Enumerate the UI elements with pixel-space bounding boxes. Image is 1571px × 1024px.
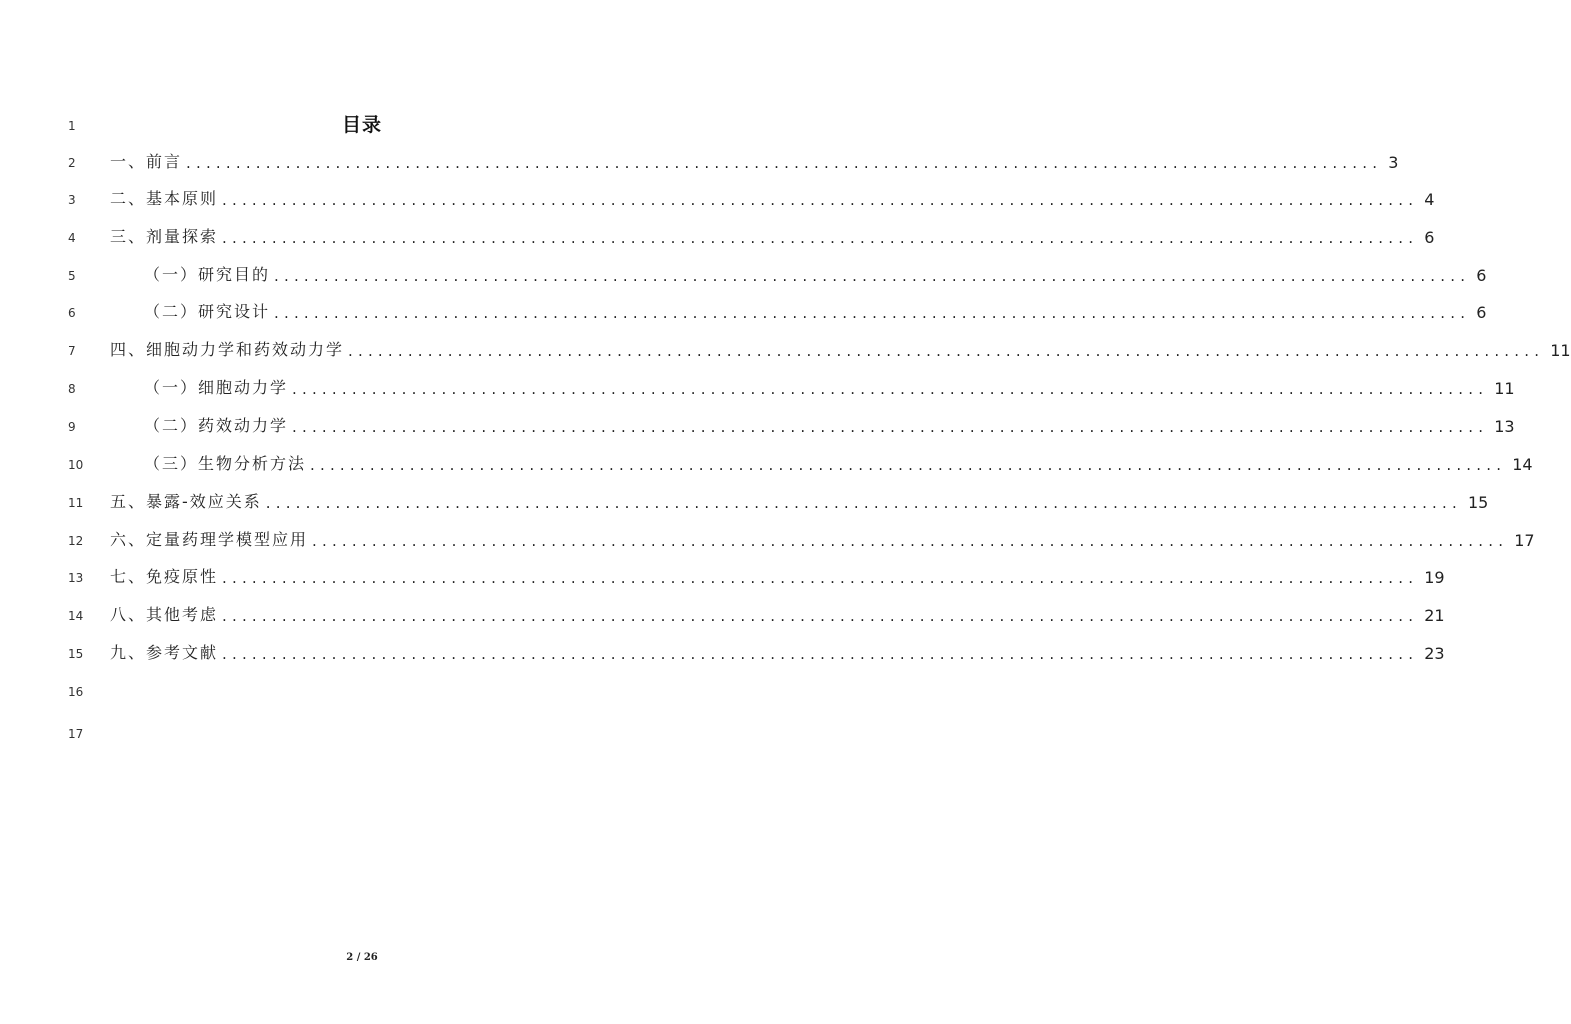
toc-leader-dots: ........................................................................................................................	[222, 645, 1419, 663]
toc-entry[interactable]	[110, 639, 1445, 663]
toc-entry-title: 八、其他考虑	[110, 605, 219, 624]
toc-entry-page: 15	[1467, 493, 1489, 512]
toc-entry-title: 四、细胞动力学和药效动力学	[110, 340, 345, 359]
toc-entry[interactable]	[110, 601, 1445, 625]
toc-entry[interactable]	[110, 223, 1435, 247]
toc-entry-title: （三）生物分析方法	[144, 454, 307, 473]
toc-entry-title: 六、定量药理学模型应用	[110, 530, 309, 549]
page-indicator: 2 / 26	[346, 952, 378, 963]
toc-entry[interactable]	[144, 450, 1533, 474]
line-number: 6	[68, 306, 76, 320]
toc-entry-page: 17	[1514, 531, 1535, 550]
toc-entry[interactable]	[110, 563, 1445, 587]
line-number: 1	[68, 119, 76, 133]
toc-leader-dots: ........................................................................................................................	[222, 191, 1419, 209]
toc-entry[interactable]	[110, 336, 1571, 360]
toc-leader-dots: ........................................................................................................................	[222, 607, 1419, 625]
toc-entry-title: 五、暴露-效应关系	[110, 492, 262, 511]
line-number: 9	[68, 420, 76, 434]
toc-entry-title: 七、免疫原性	[110, 567, 219, 586]
toc-entry[interactable]	[110, 526, 1535, 550]
toc-entry[interactable]	[110, 488, 1489, 512]
toc-entry-page: 19	[1424, 568, 1445, 587]
toc-leader-dots: ........................................................................................................................	[274, 304, 1471, 322]
toc-entry-page: 21	[1424, 606, 1445, 625]
toc-entry-page: 13	[1494, 417, 1515, 436]
page-title: 目录	[341, 114, 382, 136]
toc-entry-page: 6	[1476, 303, 1487, 322]
toc-entry[interactable]	[110, 185, 1435, 209]
toc-entry[interactable]	[144, 261, 1487, 285]
line-number: 10	[68, 458, 84, 472]
line-number: 3	[68, 193, 76, 207]
toc-entry-page: 4	[1424, 190, 1435, 209]
line-number: 8	[68, 382, 76, 396]
toc-leader-dots: ........................................................................................................................	[310, 456, 1507, 474]
toc-leader-dots: ........................................................................................................................	[274, 267, 1471, 285]
toc-entry[interactable]	[144, 374, 1515, 398]
toc-leader-dots: ........................................................................................................................	[222, 569, 1419, 587]
line-number: 2	[68, 156, 76, 170]
toc-entry-title: （一）研究目的	[144, 265, 271, 284]
toc-entry-page: 3	[1388, 153, 1399, 172]
toc-entry-title: （一）细胞动力学	[144, 378, 289, 397]
toc-leader-dots: ........................................................................................................................	[265, 494, 1462, 512]
toc-entry-title: （二）药效动力学	[144, 416, 289, 435]
line-number: 11	[68, 496, 84, 510]
toc-leader-dots: ........................................................................................................................	[292, 380, 1489, 398]
toc-entry-page: 6	[1476, 266, 1487, 285]
toc-entry[interactable]	[110, 148, 1399, 172]
toc-entry-page: 11	[1494, 379, 1515, 398]
toc-leader-dots: ........................................................................................................................	[186, 154, 1383, 172]
line-number: 15	[68, 647, 84, 661]
toc-entry-page: 6	[1424, 228, 1435, 247]
toc-leader-dots: ........................................................................................................................	[222, 229, 1419, 247]
line-number: 12	[68, 534, 84, 548]
toc-leader-dots: ........................................................................................................................	[312, 532, 1509, 550]
toc-entry-title: 二、基本原则	[110, 189, 219, 208]
toc-entry[interactable]	[144, 412, 1515, 436]
toc-entry-page: 14	[1512, 455, 1533, 474]
line-number: 13	[68, 571, 84, 585]
toc-entry-title: 一、前言	[110, 152, 183, 171]
toc-entry-page: 23	[1424, 644, 1445, 663]
line-number: 16	[68, 685, 84, 699]
line-number: 5	[68, 269, 76, 283]
line-number: 14	[68, 609, 84, 623]
line-number: 7	[68, 344, 76, 358]
toc-entry-title: （二）研究设计	[144, 302, 271, 321]
toc-leader-dots: ........................................................................................................................	[348, 342, 1545, 360]
toc-entry-title: 三、剂量探索	[110, 227, 219, 246]
line-number: 17	[68, 727, 84, 741]
line-number: 4	[68, 231, 76, 245]
toc-leader-dots: ........................................................................................................................	[292, 418, 1489, 436]
toc-entry[interactable]	[144, 298, 1487, 322]
toc-entry-title: 九、参考文献	[110, 643, 219, 662]
toc-entry-page: 11	[1550, 341, 1571, 360]
